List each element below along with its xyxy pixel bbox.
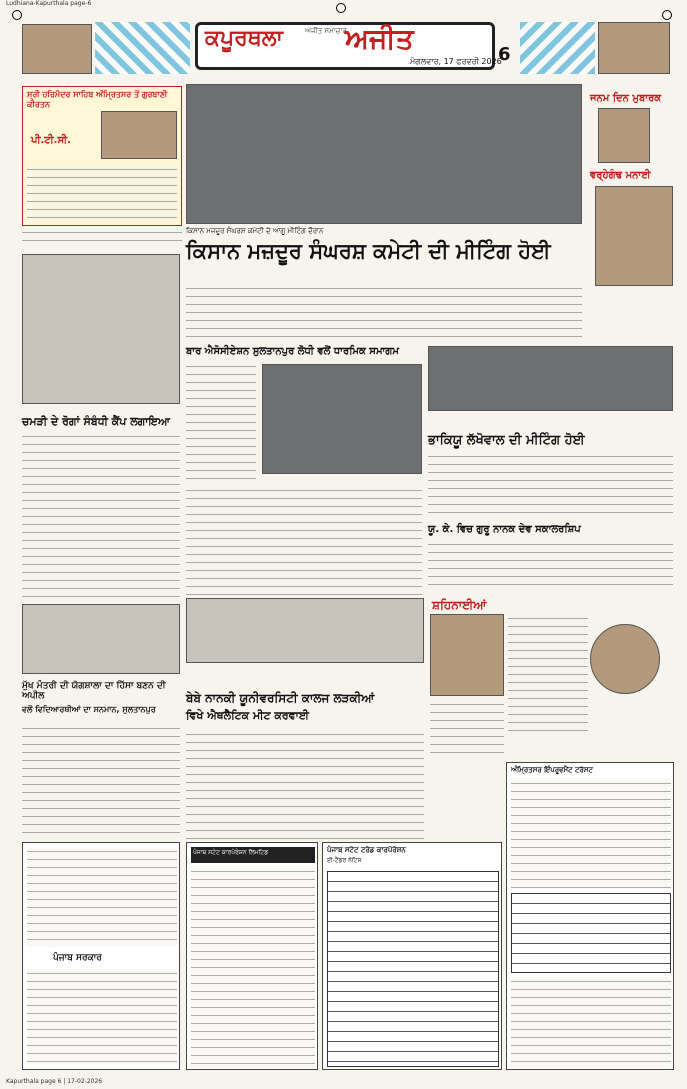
trust-text: [511, 779, 671, 889]
kids-subheadline: ਵਲੋਂ ਵਿਦਿਆਰਥੀਆਂ ਦਾ ਸਨਮਾਨ, ਸੁਲਤਾਨਪੁਰ: [22, 705, 156, 714]
ptc-ad: [22, 86, 182, 226]
religious-headline: ਬਾਰ ਐਸੋਸੀਏਸ਼ਨ ਸੁਲਤਾਨਪੁਰ ਲੋਧੀ ਵਲੋਂ ਧਾਰਮਿਕ ਸਮਾਗਮ: [186, 346, 399, 357]
trust-ad: [506, 762, 674, 1070]
college-text: [186, 730, 424, 840]
lead-headline: ਕਿਸਾਨ ਮਜ਼ਦੂਰ ਸੰਘਰਸ਼ ਕਮੇਟੀ ਦੀ ਮੀਟਿੰਗ ਹੋਈ: [186, 239, 551, 263]
ad-fineprint: [22, 228, 182, 248]
kids-headline: ਮੁੱਖ ਮੰਤਰੀ ਦੀ ਯੋਗਸ਼ਾਲਾ ਦਾ ਹਿੱਸਾ ਬਣਨ ਦੀ ਅਪੀਲ: [22, 681, 166, 701]
ptc-ad-title: ਸ੍ਰੀ ਹਰਿਮੰਦਰ ਸਾਹਿਬ ਅੰਮ੍ਰਿਤਸਰ ਤੋਂ ਗੁਰਬਾਣੀ ਕੀਰਤਨ: [27, 90, 168, 109]
psc-ad-title: ਪੰਜਾਬ ਸਟੇਟ ਕਾਰਪੋਰੇਸ਼ਨ ਲਿਮਟਿਡ: [193, 849, 269, 856]
religious-text-2: [186, 486, 422, 596]
print-strip: Ludhiana-Kapurthala page-6: [6, 0, 92, 7]
tender-table: [327, 871, 499, 1067]
lead-text: [186, 284, 582, 344]
ptc-label: ਪੀ.ਟੀ.ਸੀ.: [31, 135, 71, 146]
trust-title: ਅੰਮ੍ਰਿਤਸਰ ਇੰਪਰੂਵਮੈਂਟ ਟਰੱਸਟ: [511, 766, 593, 774]
wedding-text: [430, 700, 504, 760]
psc-ad-text: [191, 867, 315, 1067]
masthead-pattern: [95, 22, 190, 74]
camp-photo: [22, 254, 180, 404]
religious-text: [186, 362, 256, 482]
lead-caption: ਕਿਸਾਨ ਮਜ਼ਦੂਰ ਸੰਘਰਸ਼ ਕਮੇਟੀ ਦੇ ਆਗੂ ਮੀਟਿੰਗ ਦੌਰਾਨ: [186, 227, 324, 235]
kids-text: [22, 724, 180, 840]
paper-name: ਅਜੀਤ: [345, 22, 414, 55]
college-subheadline: ਵਿਖੇ ਐਥਲੈਟਿਕ ਮੀਟ ਕਰਵਾਈ: [186, 709, 309, 722]
ptu-text: [428, 540, 673, 590]
birthday-title: ਜਨਮ ਦਿਨ ਮੁਬਾਰਕ: [590, 93, 662, 104]
trust-text-2: [511, 977, 671, 1067]
lead-photo: [186, 84, 582, 224]
bku-photo: [428, 346, 673, 411]
trust-table: [511, 893, 671, 973]
tagline: ਅਜੀਤ ਸਮਾਚਾਰ: [305, 27, 347, 35]
notice-title: ਪੰਜਾਬ ਸਰਕਾਰ: [53, 953, 102, 963]
issue-date: ਮੰਗਲਵਾਰ, 17 ਫਰਵਰੀ 2026: [410, 57, 502, 66]
anniversary-title: ਵਰ੍ਹੇਗੰਢ ਮਨਾਈ: [590, 170, 651, 181]
gurdwara-photo: [22, 24, 92, 74]
govt-notice-ad: [22, 842, 180, 1070]
couple-photo: [595, 186, 673, 286]
tender-title: ਪੰਜਾਬ ਸਟੇਟ ਟਰੇਡ ਕਾਰਪੋਰੇਸ਼ਨ: [327, 846, 406, 854]
college-headline: ਬੇਬੇ ਨਾਨਕੀ ਯੂਨੀਵਰਸਿਟੀ ਕਾਲਜ ਲੜਕੀਆਂ: [186, 691, 375, 705]
wedding-photo: [430, 614, 504, 696]
wedding-title: ਸ਼ਹਿਨਾਈਆਂ: [432, 598, 487, 612]
camp-headline: ਚਮੜੀ ਦੇ ਰੋਗਾਂ ਸੰਬੰਧੀ ਕੈਂਪ ਲਗਾਇਆ: [22, 415, 170, 428]
registration-mark-icon: [336, 3, 346, 13]
golden-temple-photo: [101, 111, 177, 159]
tender-ad: [322, 842, 502, 1070]
college-photo: [186, 598, 424, 663]
camp-text: [22, 432, 180, 600]
bku-text: [428, 452, 673, 518]
tender-subtitle: ਈ-ਟੈਂਡਰ ਨੋਟਿਸ: [327, 857, 362, 864]
footer: Kapurthala page 6 | 17-02-2026: [6, 1078, 103, 1085]
psc-ad: [186, 842, 318, 1070]
religious-photo: [262, 364, 422, 474]
notice-text: [27, 847, 177, 947]
registration-mark-icon: [12, 10, 22, 20]
profile-photo: [590, 624, 660, 694]
ad-text: [27, 165, 177, 221]
notice-text-2: [27, 969, 177, 1065]
page-number: 6: [498, 44, 511, 65]
city-title: ਕਪੂਰਥਲਾ: [205, 26, 283, 51]
birthday-photo: [598, 108, 650, 163]
ptu-headline: ਯੂ. ਕੇ. ਵਿਚ ਗੁਰੂ ਨਾਨਕ ਦੇਵ ਸਕਾਲਰਸ਼ਿਪ: [428, 524, 581, 535]
masthead-pattern: [520, 22, 595, 74]
kids-photo: [22, 604, 180, 674]
registration-mark-icon: [662, 10, 672, 20]
building-photo: [598, 22, 670, 74]
profile-text: [508, 614, 588, 734]
bku-headline: ਭਾਕਿਯੂ ਲੱਖੋਵਾਲ ਦੀ ਮੀਟਿੰਗ ਹੋਈ: [428, 433, 585, 448]
